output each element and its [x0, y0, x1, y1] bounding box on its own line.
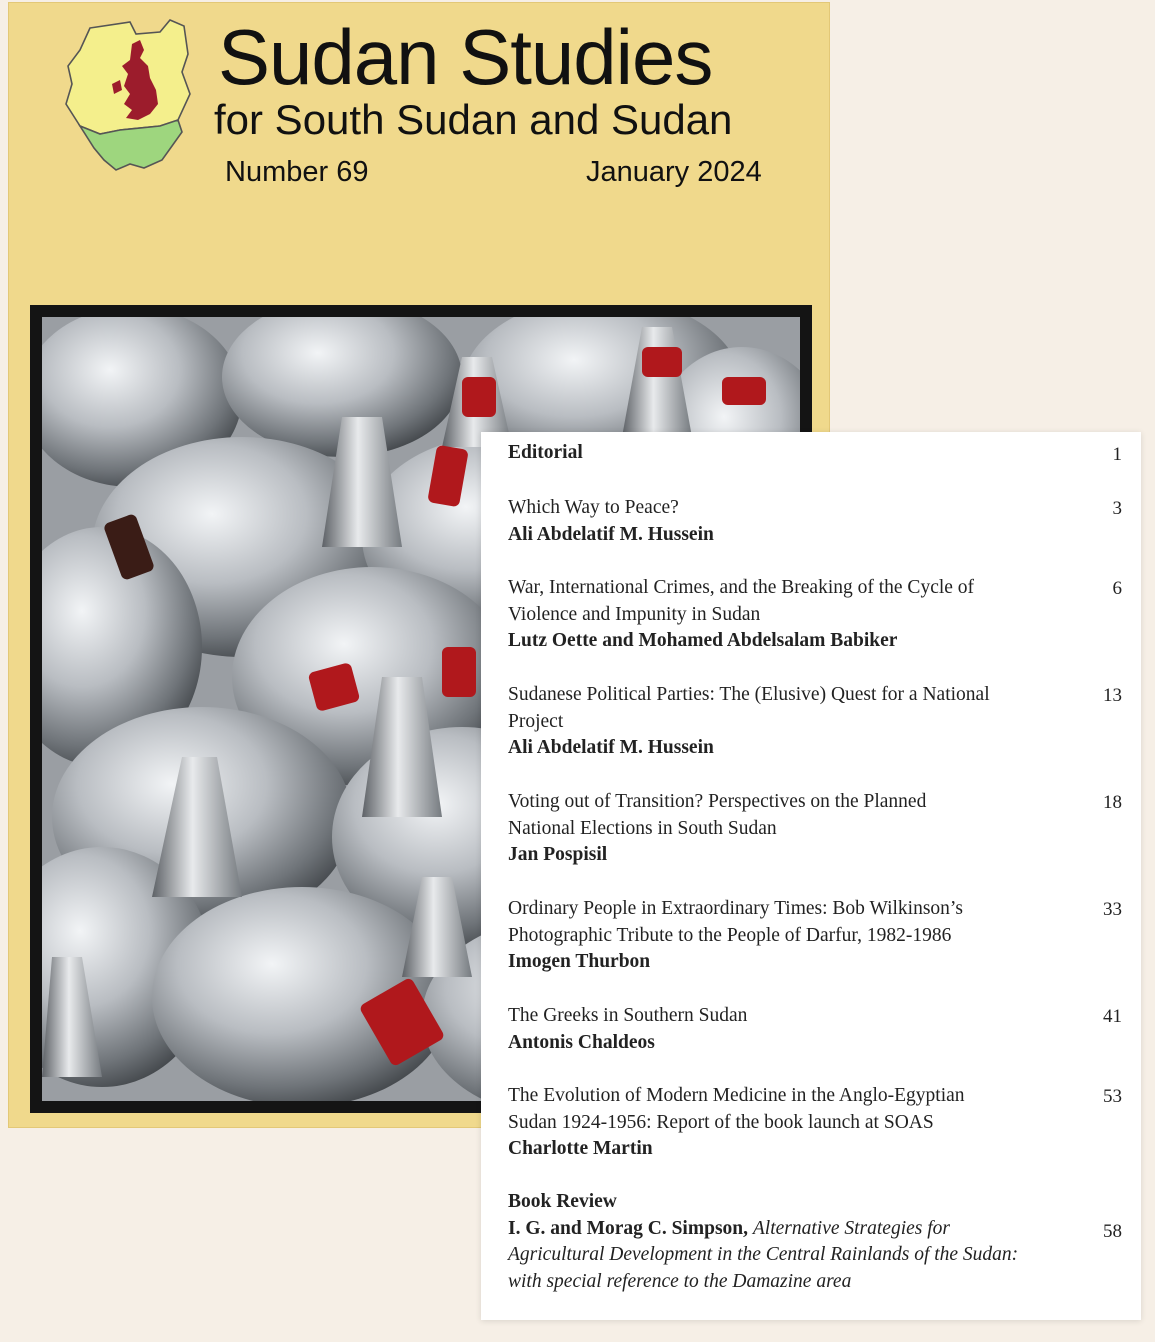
issue-date: January 2024 — [586, 156, 762, 188]
toc-entry[interactable] — [508, 1083, 1068, 1163]
toc-book-title-line: with special reference to the Damazine area — [508, 1270, 852, 1292]
toc-title-line: Voting out of Transition? Perspectives on the Planned — [508, 791, 927, 812]
toc-page: 41 — [1103, 1006, 1122, 1027]
toc-entry[interactable] — [508, 682, 1068, 762]
toc-title: Which Way to Peace? — [508, 497, 679, 518]
toc-page: 6 — [1112, 578, 1122, 599]
toc-title-line: Project — [508, 710, 564, 732]
issue-number: Number 69 — [225, 156, 369, 188]
toc-entry[interactable] — [508, 1003, 1068, 1056]
toc-page: 53 — [1103, 1086, 1122, 1107]
sudan-map-logo — [60, 14, 200, 174]
toc-book-title-line: Alternative Strategies for — [752, 1217, 951, 1239]
toc-author: Imogen Thurbon — [508, 951, 651, 972]
toc-title-line: National Elections in South Sudan — [508, 817, 777, 839]
toc-title-line: Violence and Impunity in Sudan — [508, 603, 761, 625]
cover-title: Sudan Studies — [218, 13, 713, 101]
toc-book-title-line: Agricultural Development in the Central Rainlands of the Sudan: — [508, 1244, 1019, 1265]
toc-title: The Greeks in Southern Sudan — [508, 1005, 748, 1026]
toc-entry-book-review[interactable] — [508, 1189, 1068, 1295]
toc-title: Editorial — [508, 442, 583, 463]
toc-entry[interactable] — [508, 789, 1068, 869]
toc-page: 33 — [1103, 899, 1122, 920]
toc-entry[interactable] — [508, 896, 1068, 976]
toc-page: 18 — [1103, 792, 1122, 813]
toc-entry[interactable] — [508, 575, 1068, 655]
toc-title-line: Ordinary People in Extraordinary Times: Bob Wilkinson’s — [508, 898, 963, 919]
toc-title-line: War, International Crimes, and the Breaking of the Cycle of — [508, 577, 975, 598]
toc-page: 58 — [1103, 1221, 1122, 1242]
toc-author: Ali Abdelatif M. Hussein — [508, 737, 714, 758]
toc-page: 3 — [1112, 498, 1122, 519]
table-of-contents — [481, 432, 1141, 1320]
cover-subtitle: for South Sudan and Sudan — [214, 96, 733, 143]
toc-title-line: Sudanese Political Parties: The (Elusive) Quest for a National — [508, 684, 990, 705]
toc-heading: Book Review — [508, 1191, 617, 1212]
toc-author: I. G. and Morag C. Simpson, — [508, 1217, 748, 1239]
toc-entry[interactable] — [508, 495, 1068, 548]
toc-title-line: The Evolution of Modern Medicine in the Anglo-Egyptian — [508, 1085, 965, 1106]
toc-author: Jan Pospisil — [508, 844, 608, 865]
toc-title-line: Sudan 1924-1956: Report of the book launch at SOAS — [508, 1111, 934, 1133]
toc-author: Ali Abdelatif M. Hussein — [508, 523, 714, 545]
toc-author: Charlotte Martin — [508, 1138, 653, 1159]
toc-author: Lutz Oette and Mohamed Abdelsalam Babiker — [508, 630, 898, 651]
toc-author: Antonis Chaldeos — [508, 1031, 655, 1053]
toc-page: 13 — [1103, 685, 1122, 706]
toc-page: 1 — [1112, 444, 1122, 465]
toc-title-line: Photographic Tribute to the People of Darfur, 1982-1986 — [508, 924, 952, 946]
toc-entry-editorial[interactable] — [508, 440, 1068, 467]
